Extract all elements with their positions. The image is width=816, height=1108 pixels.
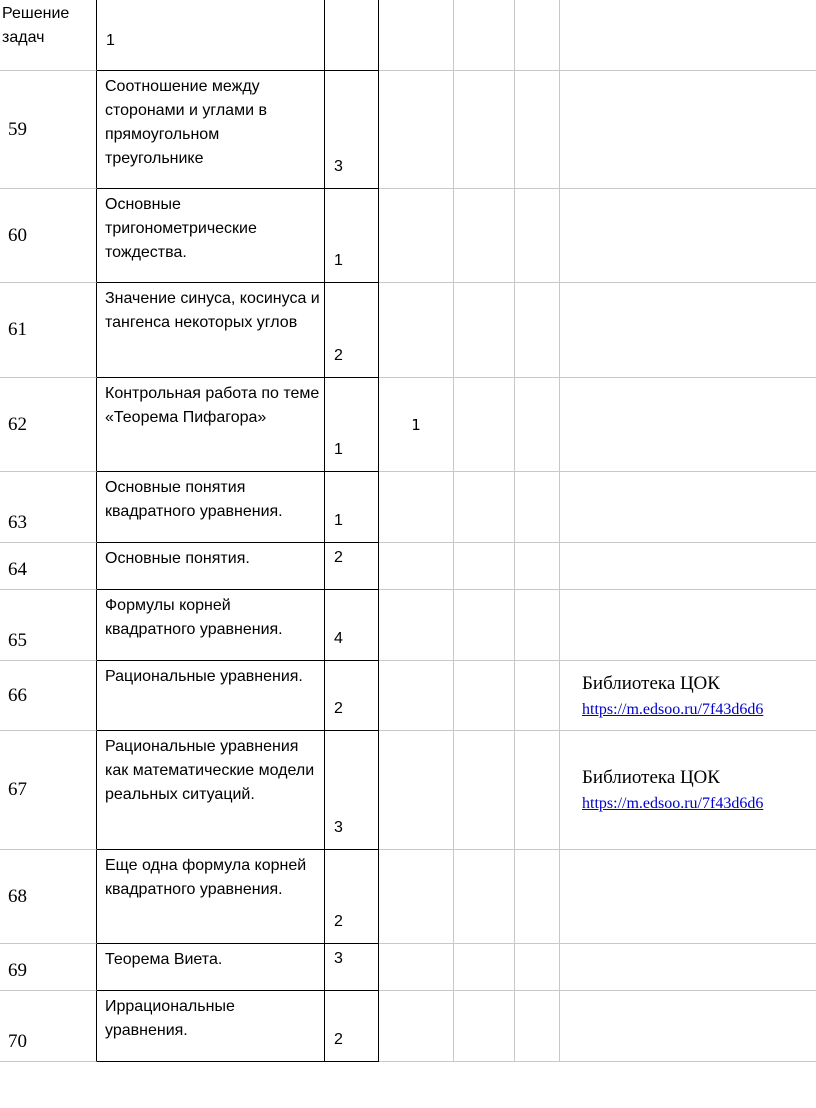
lesson-topic: Рациональные уравнения как математические модели реальных ситуаций.: [105, 738, 315, 803]
lesson-number-cell: [0, 543, 97, 590]
control-work-cell: [379, 661, 454, 731]
resource-library-title: Библиотека ЦОК: [582, 767, 720, 788]
date-cell: [515, 944, 560, 991]
date-cell: [515, 731, 560, 850]
lesson-topic-cell: [97, 71, 325, 189]
resource-link[interactable]: https://m.edsoo.ru/7f43d6d6: [582, 700, 764, 718]
lesson-hours: 1: [334, 252, 343, 269]
date-cell: [515, 543, 560, 590]
lesson-hours: 3: [334, 158, 343, 175]
control-work-cell: [379, 378, 454, 472]
digital-resource-cell: [560, 472, 816, 543]
lesson-hours: 2: [334, 1031, 343, 1048]
digital-resource-cell: [560, 283, 816, 378]
lesson-topic: Основные понятия квадратного уравнения.: [105, 479, 283, 520]
digital-resource-cell: [560, 731, 816, 850]
lesson-number-cell: [0, 283, 97, 378]
lesson-hours-cell: [325, 661, 379, 731]
lesson-hours-cell: [325, 991, 379, 1062]
lesson-number-cell: [0, 661, 97, 731]
lesson-hours: 2: [334, 913, 343, 930]
digital-resource-cell: [560, 590, 816, 661]
lesson-topic: Значение синуса, косинуса и тангенса некоторых углов: [105, 290, 320, 331]
lesson-number: 66: [8, 684, 27, 706]
lesson-number: 67: [8, 779, 27, 800]
digital-resource-cell: [560, 378, 816, 472]
lesson-number: 69: [8, 960, 27, 981]
lesson-hours: 4: [334, 630, 343, 647]
lesson-hours: 1: [334, 441, 343, 458]
lesson-hours-cell: [325, 944, 379, 991]
resource-link[interactable]: https://m.edsoo.ru/7f43d6d6: [582, 795, 764, 812]
practical-work-cell: [454, 661, 515, 731]
empty-cell: [560, 0, 816, 71]
date-cell: [515, 189, 560, 283]
date-cell: [515, 378, 560, 472]
control-work-cell: [379, 590, 454, 661]
digital-resource-cell: [560, 189, 816, 283]
lesson-topic-cell: [97, 543, 325, 590]
lesson-number: 63: [8, 512, 27, 533]
lesson-number-cell: [0, 944, 97, 991]
lesson-topic-cell: [97, 944, 325, 991]
practical-work-cell: [454, 850, 515, 944]
empty-cell: [454, 0, 515, 71]
lesson-number: 68: [8, 885, 27, 907]
lesson-number-cell: [0, 731, 97, 850]
lesson-topic-cell: [97, 378, 325, 472]
practical-work-cell: [454, 71, 515, 189]
date-cell: [515, 991, 560, 1062]
practical-work-cell: [454, 590, 515, 661]
lesson-number: 64: [8, 559, 27, 580]
resource-library-title: Библиотека ЦОК: [582, 672, 720, 694]
digital-resource-cell: [560, 991, 816, 1062]
digital-resource-cell: [560, 71, 816, 189]
lesson-hours: 2: [334, 700, 343, 717]
digital-resource-cell: [560, 944, 816, 991]
lesson-topic-cell: [97, 850, 325, 944]
lesson-number: 61: [8, 319, 27, 340]
control-work-cell: [379, 71, 454, 189]
control-work-cell: [379, 991, 454, 1062]
lesson-number-cell: [0, 590, 97, 661]
digital-resource-cell: [560, 543, 816, 590]
control-work-cell: [379, 944, 454, 991]
lesson-number: 60: [8, 224, 27, 246]
date-cell: [515, 472, 560, 543]
digital-resource-cell: [560, 661, 816, 731]
empty-cell: [515, 0, 560, 71]
date-cell: [515, 661, 560, 731]
lesson-topic-cell: [97, 590, 325, 661]
lesson-topic-cell: [97, 189, 325, 283]
lesson-topic-cell: [97, 731, 325, 850]
practical-work-cell: [454, 991, 515, 1062]
lesson-topic: Формулы корней квадратного уравнения.: [105, 597, 283, 638]
lesson-number-cell: [0, 472, 97, 543]
control-work-cell: [379, 543, 454, 590]
lesson-number-cell: [0, 378, 97, 472]
practical-work-cell: [454, 189, 515, 283]
lesson-hours: 2: [334, 347, 343, 364]
lesson-number: 59: [8, 118, 27, 140]
lesson-topic: Основные понятия.: [105, 550, 250, 567]
control-work-cell: [379, 189, 454, 283]
lesson-hours: 3: [334, 950, 343, 967]
lesson-number-cell: [0, 189, 97, 283]
lesson-topic: Теорема Виета.: [105, 951, 223, 968]
control-work-cell: [379, 850, 454, 944]
digital-resource-cell: [560, 850, 816, 944]
lesson-topic-cell: [97, 661, 325, 731]
control-work-count: 1: [411, 415, 421, 434]
control-work-cell: [379, 472, 454, 543]
lesson-hours: 3: [334, 819, 343, 836]
digital-resource: [560, 670, 816, 722]
lesson-number-cell: [0, 71, 97, 189]
lesson-topic: Рациональные уравнения.: [105, 668, 303, 685]
lesson-topic: Еще одна формула корней квадратного уравнения.: [105, 857, 307, 898]
lesson-hours-cell: [325, 850, 379, 944]
practical-work-cell: [454, 731, 515, 850]
lesson-hours: 2: [334, 549, 343, 566]
lesson-hours: 1: [334, 512, 343, 529]
lesson-topic-cell: [97, 283, 325, 378]
date-cell: [515, 283, 560, 378]
lesson-topic-cell: [97, 991, 325, 1062]
header-hours-cell: [97, 0, 325, 71]
date-cell: [515, 71, 560, 189]
control-work-cell: [379, 731, 454, 850]
lesson-hours-cell: [325, 283, 379, 378]
empty-cell: [325, 0, 379, 71]
lesson-hours-cell: [325, 378, 379, 472]
lesson-number: 65: [8, 630, 27, 651]
lesson-hours-cell: [325, 189, 379, 283]
header-title: Решение задач: [2, 5, 70, 46]
lesson-number: 62: [8, 413, 27, 435]
date-cell: [515, 850, 560, 944]
lesson-hours-cell: [325, 71, 379, 189]
control-work-cell: [379, 283, 454, 378]
practical-work-cell: [454, 472, 515, 543]
practical-work-cell: [454, 283, 515, 378]
lesson-hours-cell: [325, 472, 379, 543]
lesson-number-cell: [0, 850, 97, 944]
empty-cell: [379, 0, 454, 71]
practical-work-cell: [454, 378, 515, 472]
lesson-topic: Иррациональные уравнения.: [105, 998, 235, 1039]
lesson-topic: Основные тригонометрические тождества.: [105, 196, 257, 261]
lesson-number-cell: [0, 991, 97, 1062]
lesson-topic-cell: [97, 472, 325, 543]
date-cell: [515, 590, 560, 661]
practical-work-cell: [454, 944, 515, 991]
digital-resource: [560, 764, 816, 816]
lesson-hours-cell: [325, 731, 379, 850]
lesson-topic: Соотношение между сторонами и углами в прямоугольном треугольнике: [105, 78, 267, 167]
lesson-hours-cell: [325, 543, 379, 590]
lesson-topic: Контрольная работа по теме «Теорема Пифагора»: [105, 385, 320, 426]
lesson-number: 70: [8, 1031, 27, 1052]
lesson-hours-cell: [325, 590, 379, 661]
practical-work-cell: [454, 543, 515, 590]
header-title-cell: [0, 0, 97, 71]
header-hours: 1: [106, 32, 115, 49]
